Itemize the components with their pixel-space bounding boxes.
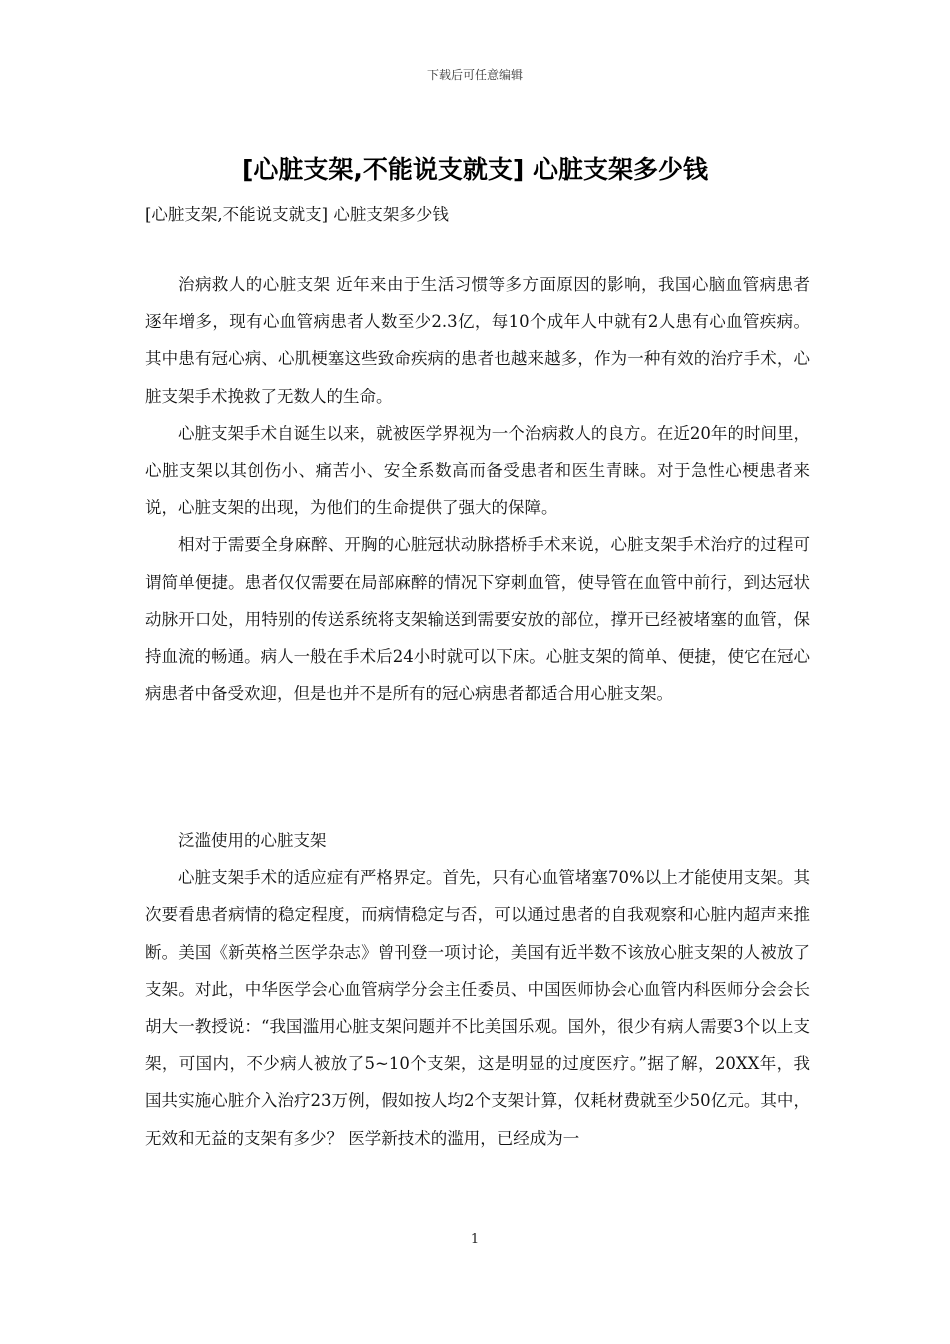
body-section-1 [145,266,810,712]
paragraph-overuse: 心脏支架手术的适应症有严格界定。首先，只有心血管堵塞70%以上才能使用支架。其次要看患者病情的稳定程度，而病情稳定与否，可以通过患者的自我观察和心脏内超声来推断。美国《新英格兰医学杂志》曾刊登一项讨论，美国有近半数不该放心脏支架的人被放了支架。对此，中华医学会心血管病学分会主任委员、中国医师协会心血管内科医师分会会长胡大一教授说：“我国滥用心脏支架问题并不比美国乐观。国外，很少有病人需要3个以上支架，可国内，不少病人被放了5~10个支架，这是明显的过度医疗。”据了解，20XX年，我国共实施心脏介入治疗23万例，假如按人均2个支架计算，仅耗材费就至少50亿元。其中，无效和无益的支架有多少？ 医学新技术的滥用，已经成为一 [145,868,810,1148]
paragraph-intro: 治病救人的心脏支架 近年来由于生活习惯等多方面原因的影响，我国心脑血管病患者逐年增多，现有心血管病患者人数至少2.3亿，每10个成年人中就有2人患有心血管疾病。其中患有冠心病、心肌梗塞这些致命疾病的患者也越来越多，作为一种有效的治疗手术，心脏支架手术挽救了无数人的生命。 [145,275,810,406]
paragraph-history: 心脏支架手术自诞生以来，就被医学界视为一个治病救人的良方。在近20年的时间里，心脏支架以其创伤小、痛苦小、安全系数高而备受患者和医生青睐。对于急性心梗患者来说，心脏支架的出现，为他们的生命提供了强大的保障。 [145,423,810,518]
header-note: 下载后可任意编辑 [426,68,523,82]
document-subtitle: [心脏支架,不能说支就支] 心脏支架多少钱 [145,205,449,224]
page-number: 1 [470,1232,480,1247]
document-title: [心脏支架,不能说支就支] 心脏支架多少钱 [241,155,709,184]
section-heading: 泛滥使用的心脏支架 [178,831,327,850]
body-section-2 [145,822,810,1157]
paragraph-procedure: 相对于需要全身麻醉、开胸的心脏冠状动脉搭桥手术来说，心脏支架手术治疗的过程可谓简单便捷。患者仅仅需要在局部麻醉的情况下穿刺血管，使导管在血管中前行，到达冠状动脉开口处，用特别的传送系统将支架输送到需要安放的部位，撑开已经被堵塞的血管，保持血流的畅通。病人一般在手术后24小时就可以下床。心脏支架的简单、便捷，使它在冠心病患者中备受欢迎，但是也并不是所有的冠心病患者都适合用心脏支架。 [145,535,810,704]
